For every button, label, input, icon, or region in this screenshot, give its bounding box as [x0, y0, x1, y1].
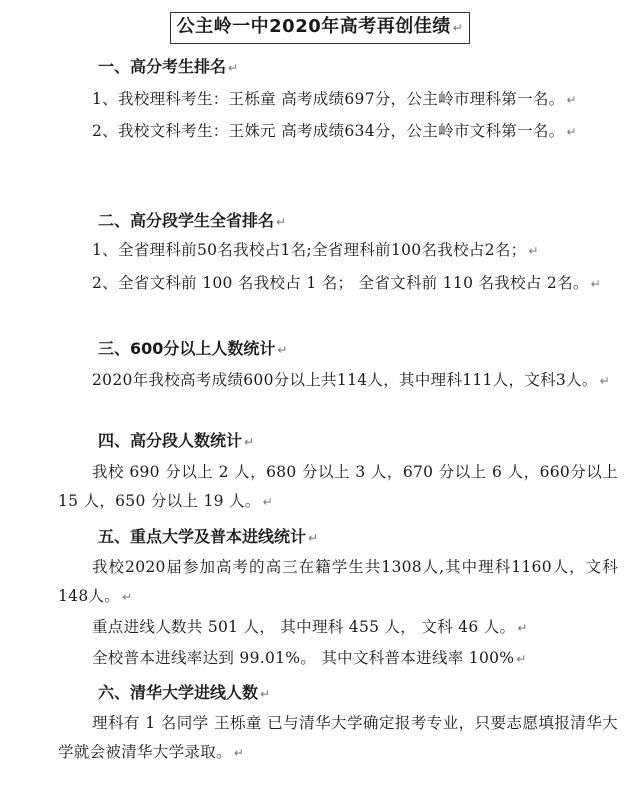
- section-paragraph: 全校普本进线率达到 99.01%。 其中文科普本进线率 100% ↵: [92, 649, 527, 667]
- section-paragraph: 1、我校理科考生：王栎童 高考成绩697分，公主岭市理科第一名。 ↵: [92, 90, 577, 108]
- section-2: [58, 208, 618, 299]
- title-wrap: [0, 12, 640, 44]
- section-heading: 二、高分段学生全省排名 ↵: [98, 211, 287, 230]
- section-6: [58, 680, 618, 768]
- section-paragraph: 理科有 1 名同学 王栎童 已与清华大学确定报考专业，只要志愿填报清华大学就会被清华大学录取。 ↵: [58, 714, 618, 761]
- section-1: [58, 54, 618, 147]
- section-heading: 六、清华大学进线人数 ↵: [98, 683, 271, 702]
- section-paragraph: 2、我校文科考生：王姝元 高考成绩634分，公主岭市文科第一名。 ↵: [92, 122, 577, 140]
- section-paragraph: 2020年我校高考成绩600分以上共114人，其中理科111人，文科3人。 ↵: [92, 371, 611, 389]
- return-mark: ↵: [452, 21, 464, 35]
- section-5: [58, 524, 618, 674]
- document-title: 公主岭一中2020年高考再创佳绩 ↵: [170, 12, 471, 44]
- section-paragraph: 2、全省文科前 100 名我校占 1 名； 全省文科前 110 名我校占 2名。 ↵: [92, 274, 602, 292]
- section-heading: 四、高分段人数统计 ↵: [98, 431, 255, 450]
- section-4: [58, 428, 618, 517]
- section-paragraph: 重点进线人数共 501 人， 其中理科 455 人， 文科 46 人。 ↵: [92, 618, 528, 636]
- section-paragraph: 我校 690 分以上 2 人，680 分以上 3 人，670 分以上 6 人，660分以上 15 人，650 分以上 19 人。 ↵: [58, 463, 618, 510]
- section-heading: 五、重点大学及普本进线统计 ↵: [98, 527, 319, 546]
- section-paragraph: 我校2020届参加高考的高三在籍学生共1308人,其中理科1160人，文科148人。 ↵: [58, 558, 618, 605]
- section-heading: 一、高分考生排名 ↵: [98, 57, 239, 76]
- section-3: [58, 336, 618, 396]
- section-paragraph: 1、全省理科前50名我校占1名;全省理科前100名我校占2名； ↵: [92, 241, 539, 259]
- section-heading: 三、600分以上人数统计 ↵: [98, 339, 288, 358]
